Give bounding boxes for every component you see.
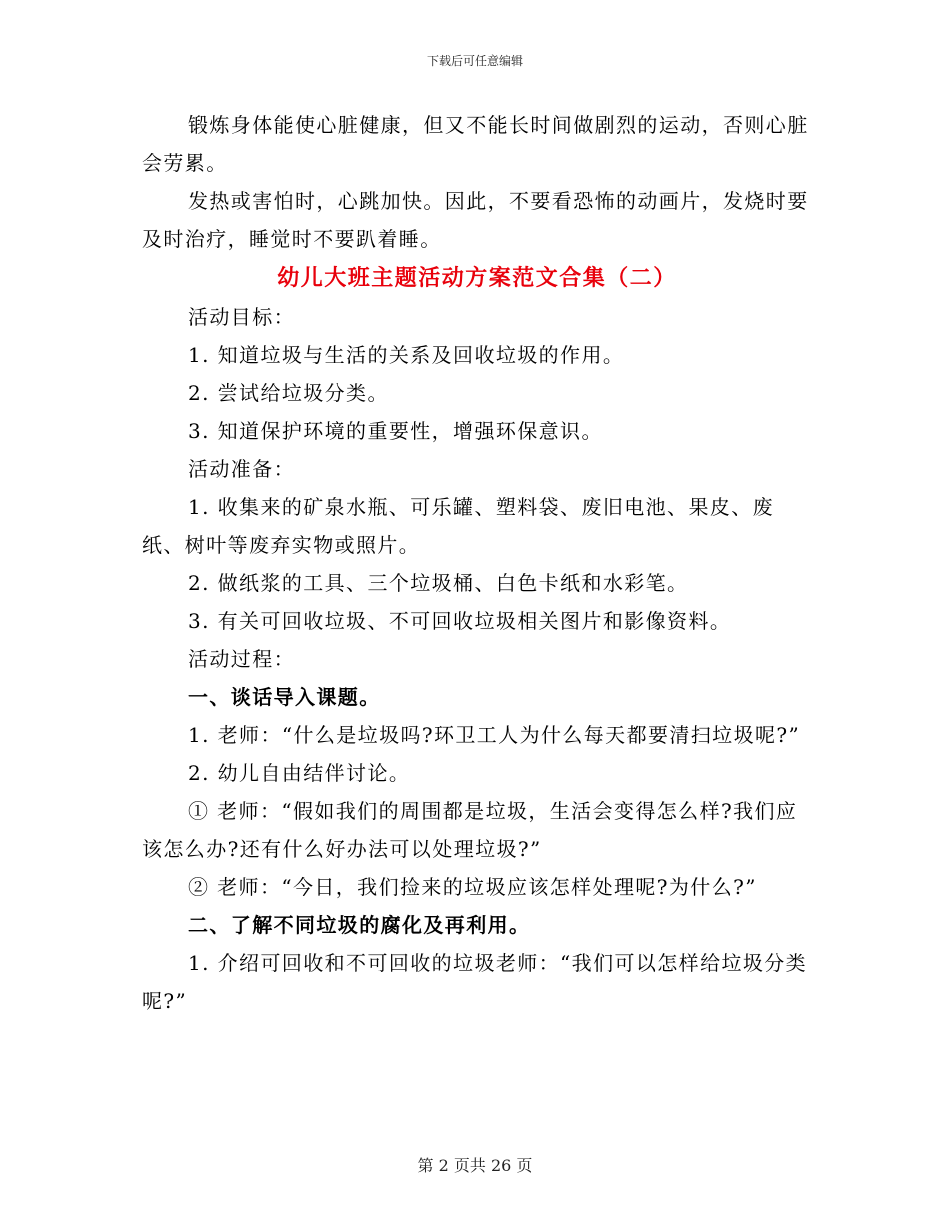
process-step-1-sub-1: ① 老师：“假如我们的周围都是垃圾，生活会变得怎么样?我们应该怎么办?还有什么好办法可以处理垃圾?” bbox=[142, 799, 798, 861]
page-header: 下载后可任意编辑 bbox=[426, 54, 523, 68]
process-step-2-heading: 二、了解不同垃圾的腐化及再利用。 bbox=[188, 913, 531, 937]
preparation-item-2: 2. 做纸浆的工具、三个垃圾桶、白色卡纸和水彩笔。 bbox=[188, 571, 689, 595]
process-step-1-sub-2: ② 老师：“今日，我们捡来的垃圾应该怎样处理呢?为什么?” bbox=[188, 875, 757, 899]
label-activity-goals: 活动目标： bbox=[188, 305, 295, 329]
paragraph-heart-exercise: 锻炼身体能使心脏健康，但又不能长时间做剧烈的运动，否则心脏会劳累。 bbox=[142, 113, 809, 175]
document-body bbox=[142, 106, 812, 1020]
goal-item-3: 3. 知道保护环境的重要性，增强环保意识。 bbox=[188, 419, 603, 443]
process-step-1-heading: 一、谈话导入课题。 bbox=[188, 685, 381, 709]
label-activity-preparation: 活动准备： bbox=[188, 457, 295, 481]
process-step-2-item-1: 1. 介绍可回收和不可回收的垃圾老师：“我们可以怎样给垃圾分类呢?” bbox=[142, 951, 808, 1013]
paragraph-heart-fever: 发热或害怕时，心跳加快。因此，不要看恐怖的动画片，发烧时要及时治疗，睡觉时不要趴着睡。 bbox=[142, 189, 809, 251]
preparation-item-3: 3. 有关可回收垃圾、不可回收垃圾相关图片和影像资料。 bbox=[188, 609, 732, 633]
preparation-item-1: 1. 收集来的矿泉水瓶、可乐罐、塑料袋、废旧电池、果皮、废纸、树叶等废弃实物或照片。 bbox=[142, 495, 775, 557]
process-step-1-item-2: 2. 幼儿自由结伴讨论。 bbox=[188, 761, 411, 785]
process-step-1-item-1: 1. 老师：“什么是垃圾吗?环卫工人为什么每天都要清扫垃圾呢?” bbox=[188, 723, 801, 747]
section-title: 幼儿大班主题活动方案范文合集（二） bbox=[277, 265, 677, 291]
label-activity-process: 活动过程： bbox=[188, 647, 295, 671]
page-footer: 第 2 页共 26 页 bbox=[417, 1156, 533, 1175]
goal-item-2: 2. 尝试给垃圾分类。 bbox=[188, 381, 389, 405]
goal-item-1: 1. 知道垃圾与生活的关系及回收垃圾的作用。 bbox=[188, 343, 625, 367]
